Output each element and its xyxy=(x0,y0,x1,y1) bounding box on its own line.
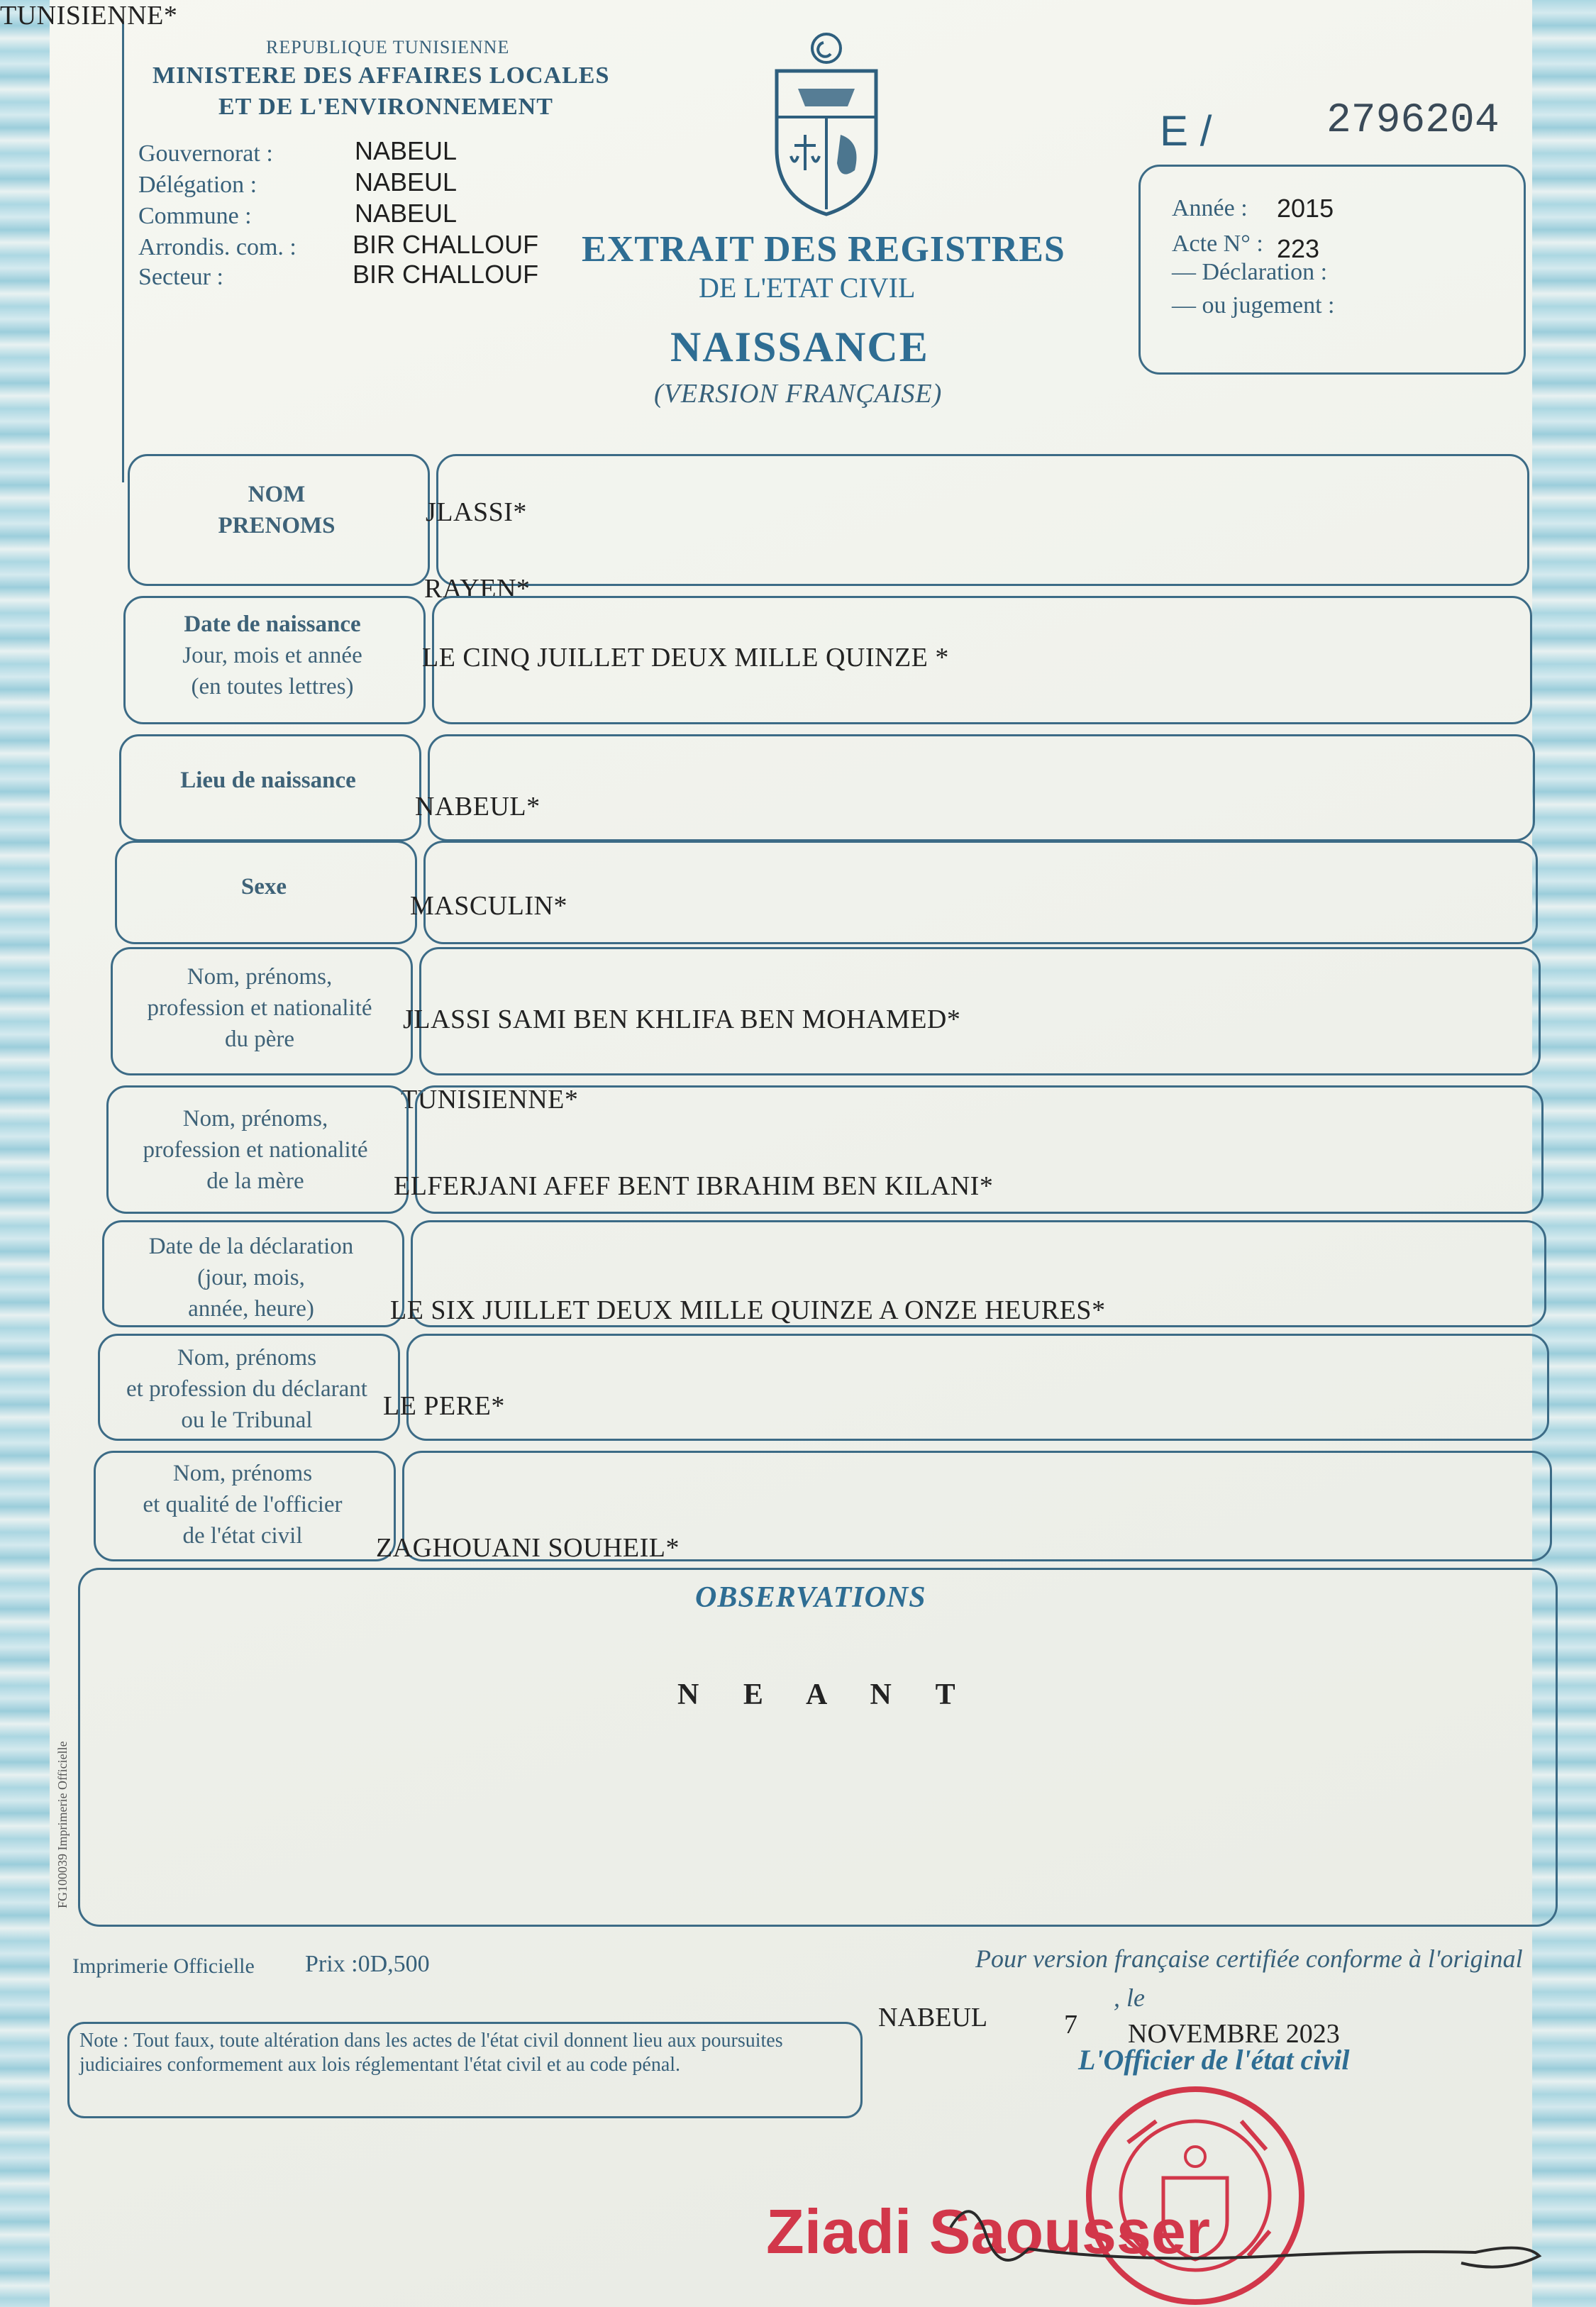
header-field-label: Commune : xyxy=(138,203,252,229)
month-year-value: NOVEMBRE 2023 xyxy=(1128,2019,1340,2049)
row-label-line: ou le Tribunal xyxy=(181,1407,313,1433)
guilloche-border-left xyxy=(0,0,50,2307)
declaration-label: — Déclaration : xyxy=(1172,259,1328,285)
row-label-line: PRENOMS xyxy=(218,513,336,538)
row-label xyxy=(128,479,426,541)
annee-value: 2015 xyxy=(1277,194,1334,223)
row-value-box xyxy=(423,841,1538,944)
row-value: ELFERJANI AFEF BENT IBRAHIM BEN KILANI* xyxy=(394,1171,994,1201)
row-value-box xyxy=(428,734,1535,841)
row-label xyxy=(123,609,421,702)
row-value: NABEUL* xyxy=(415,792,541,821)
row-label-line: Nom, prénoms xyxy=(172,1461,313,1486)
row-label-line: profession et nationalité xyxy=(143,1137,368,1163)
note-text: Note : Tout faux, toute altération dans les actes de l'état civil donnent lieu aux poursuites judiciaires conformement aux lois réglementant l'état civil et au code pénal. xyxy=(79,2030,783,2076)
row-label-line: (jour, mois, xyxy=(197,1265,305,1290)
republic-label: REPUBLIQUE TUNISIENNE xyxy=(266,37,510,57)
ministry-line1: MINISTERE DES AFFAIRES LOCALES xyxy=(153,62,610,89)
title-extrait: EXTRAIT DES REGISTRES xyxy=(582,229,1065,270)
acte-label: Acte N° : xyxy=(1172,231,1263,257)
certification-text: Pour version française certifiée conforme à l'original xyxy=(975,1944,1523,1973)
header-field-value: NABEUL xyxy=(355,136,458,165)
row-value: MASCULIN* xyxy=(410,891,567,921)
acte-value: 223 xyxy=(1277,234,1320,263)
title-version: (VERSION FRANÇAISE) xyxy=(654,379,943,409)
signature-scribble-icon xyxy=(922,2185,1546,2291)
row-label-line: Lieu de naissance xyxy=(180,768,356,793)
row-label xyxy=(102,1231,400,1324)
row-label-line: et profession du déclarant xyxy=(126,1376,367,1402)
row-label-line: Jour, mois et année xyxy=(182,643,362,668)
row-label-line: (en toutes lettres) xyxy=(191,674,354,699)
row-label-line: Date de naissance xyxy=(184,612,361,637)
row-label xyxy=(98,1342,396,1436)
prix-label: Prix :0D,500 xyxy=(305,1951,430,1977)
header-field-label: Arrondis. com. : xyxy=(138,234,297,260)
header-field-label: Gouvernorat : xyxy=(138,140,273,167)
row-label-line: Nom, prénoms xyxy=(177,1345,317,1371)
serial-prefix: E / xyxy=(1160,107,1212,155)
officer-title: L'Officier de l'état civil xyxy=(1078,2044,1350,2076)
row-label xyxy=(119,765,417,796)
row-label-line: du père xyxy=(224,1027,295,1052)
row-label xyxy=(111,961,409,1055)
row-label xyxy=(106,1103,404,1197)
row-label-line: Nom, prénoms, xyxy=(187,964,333,990)
row-label xyxy=(94,1458,392,1551)
place-value: NABEUL xyxy=(878,2003,988,2032)
row-value: LE PERE* xyxy=(383,1391,505,1421)
row-label-line: et qualité de l'officier xyxy=(143,1492,343,1517)
header-field-value: NABEUL xyxy=(355,167,458,197)
serial-number: 2796204 xyxy=(1326,98,1500,144)
row-value-box xyxy=(406,1334,1549,1441)
header-field-value: BIR CHALLOUF xyxy=(353,230,539,259)
header-field-label: Délégation : xyxy=(138,172,257,198)
observations-value: N E A N T xyxy=(677,1678,974,1711)
header-field-label: Secteur : xyxy=(138,264,223,290)
row-label xyxy=(115,871,413,902)
row-value: LE CINQ JUILLET DEUX MILLE QUINZE * xyxy=(422,643,949,673)
row-label-line: profession et nationalité xyxy=(147,995,372,1021)
day-value: 7 xyxy=(1064,2010,1077,2040)
annee-label: Année : xyxy=(1172,195,1248,221)
jugement-label: — ou jugement : xyxy=(1172,292,1335,319)
row-value-box xyxy=(436,454,1529,586)
row-label-line: de l'état civil xyxy=(182,1523,303,1549)
row-value: ZAGHOUANI SOUHEIL* xyxy=(376,1533,680,1563)
side-code: FG100039 Imprimerie Officielle xyxy=(55,1741,70,1908)
header-rule xyxy=(122,21,124,482)
row-label-line: année, heure) xyxy=(188,1296,314,1322)
row-label-line: de la mère xyxy=(206,1168,304,1194)
le-text: , le xyxy=(1114,1984,1145,2012)
row-value: LE SIX JUILLET DEUX MILLE QUINZE A ONZE HEURES* xyxy=(390,1295,1106,1325)
title-etat-civil: DE L'ETAT CIVIL xyxy=(699,272,916,304)
row-value: TUNISIENNE* xyxy=(401,1085,579,1114)
header-field-value: NABEUL xyxy=(355,199,458,228)
observations-box xyxy=(78,1568,1558,1927)
row-label-line: Date de la déclaration xyxy=(148,1234,354,1259)
signature-text: Ziadi Saousser xyxy=(766,2196,1211,2267)
imprimerie-label: Imprimerie Officielle xyxy=(72,1954,255,1978)
row-value: JLASSI* xyxy=(426,497,527,527)
row-value: JLASSI SAMI BEN KHLIFA BEN MOHAMED* xyxy=(403,1005,961,1034)
row-value: RAYEN* xyxy=(424,574,531,604)
row-label-line: Sexe xyxy=(240,874,287,900)
row-label-line: NOM xyxy=(248,482,306,507)
header-field-value: BIR CHALLOUF xyxy=(353,260,539,289)
observations-title: OBSERVATIONS xyxy=(695,1581,926,1614)
ministry-line2: ET DE L'ENVIRONNEMENT xyxy=(218,94,553,120)
coat-of-arms-icon xyxy=(763,28,890,220)
row-value: TUNISIENNE* xyxy=(0,1,178,31)
row-label-line: Nom, prénoms, xyxy=(182,1106,328,1132)
title-naissance: NAISSANCE xyxy=(670,323,929,370)
